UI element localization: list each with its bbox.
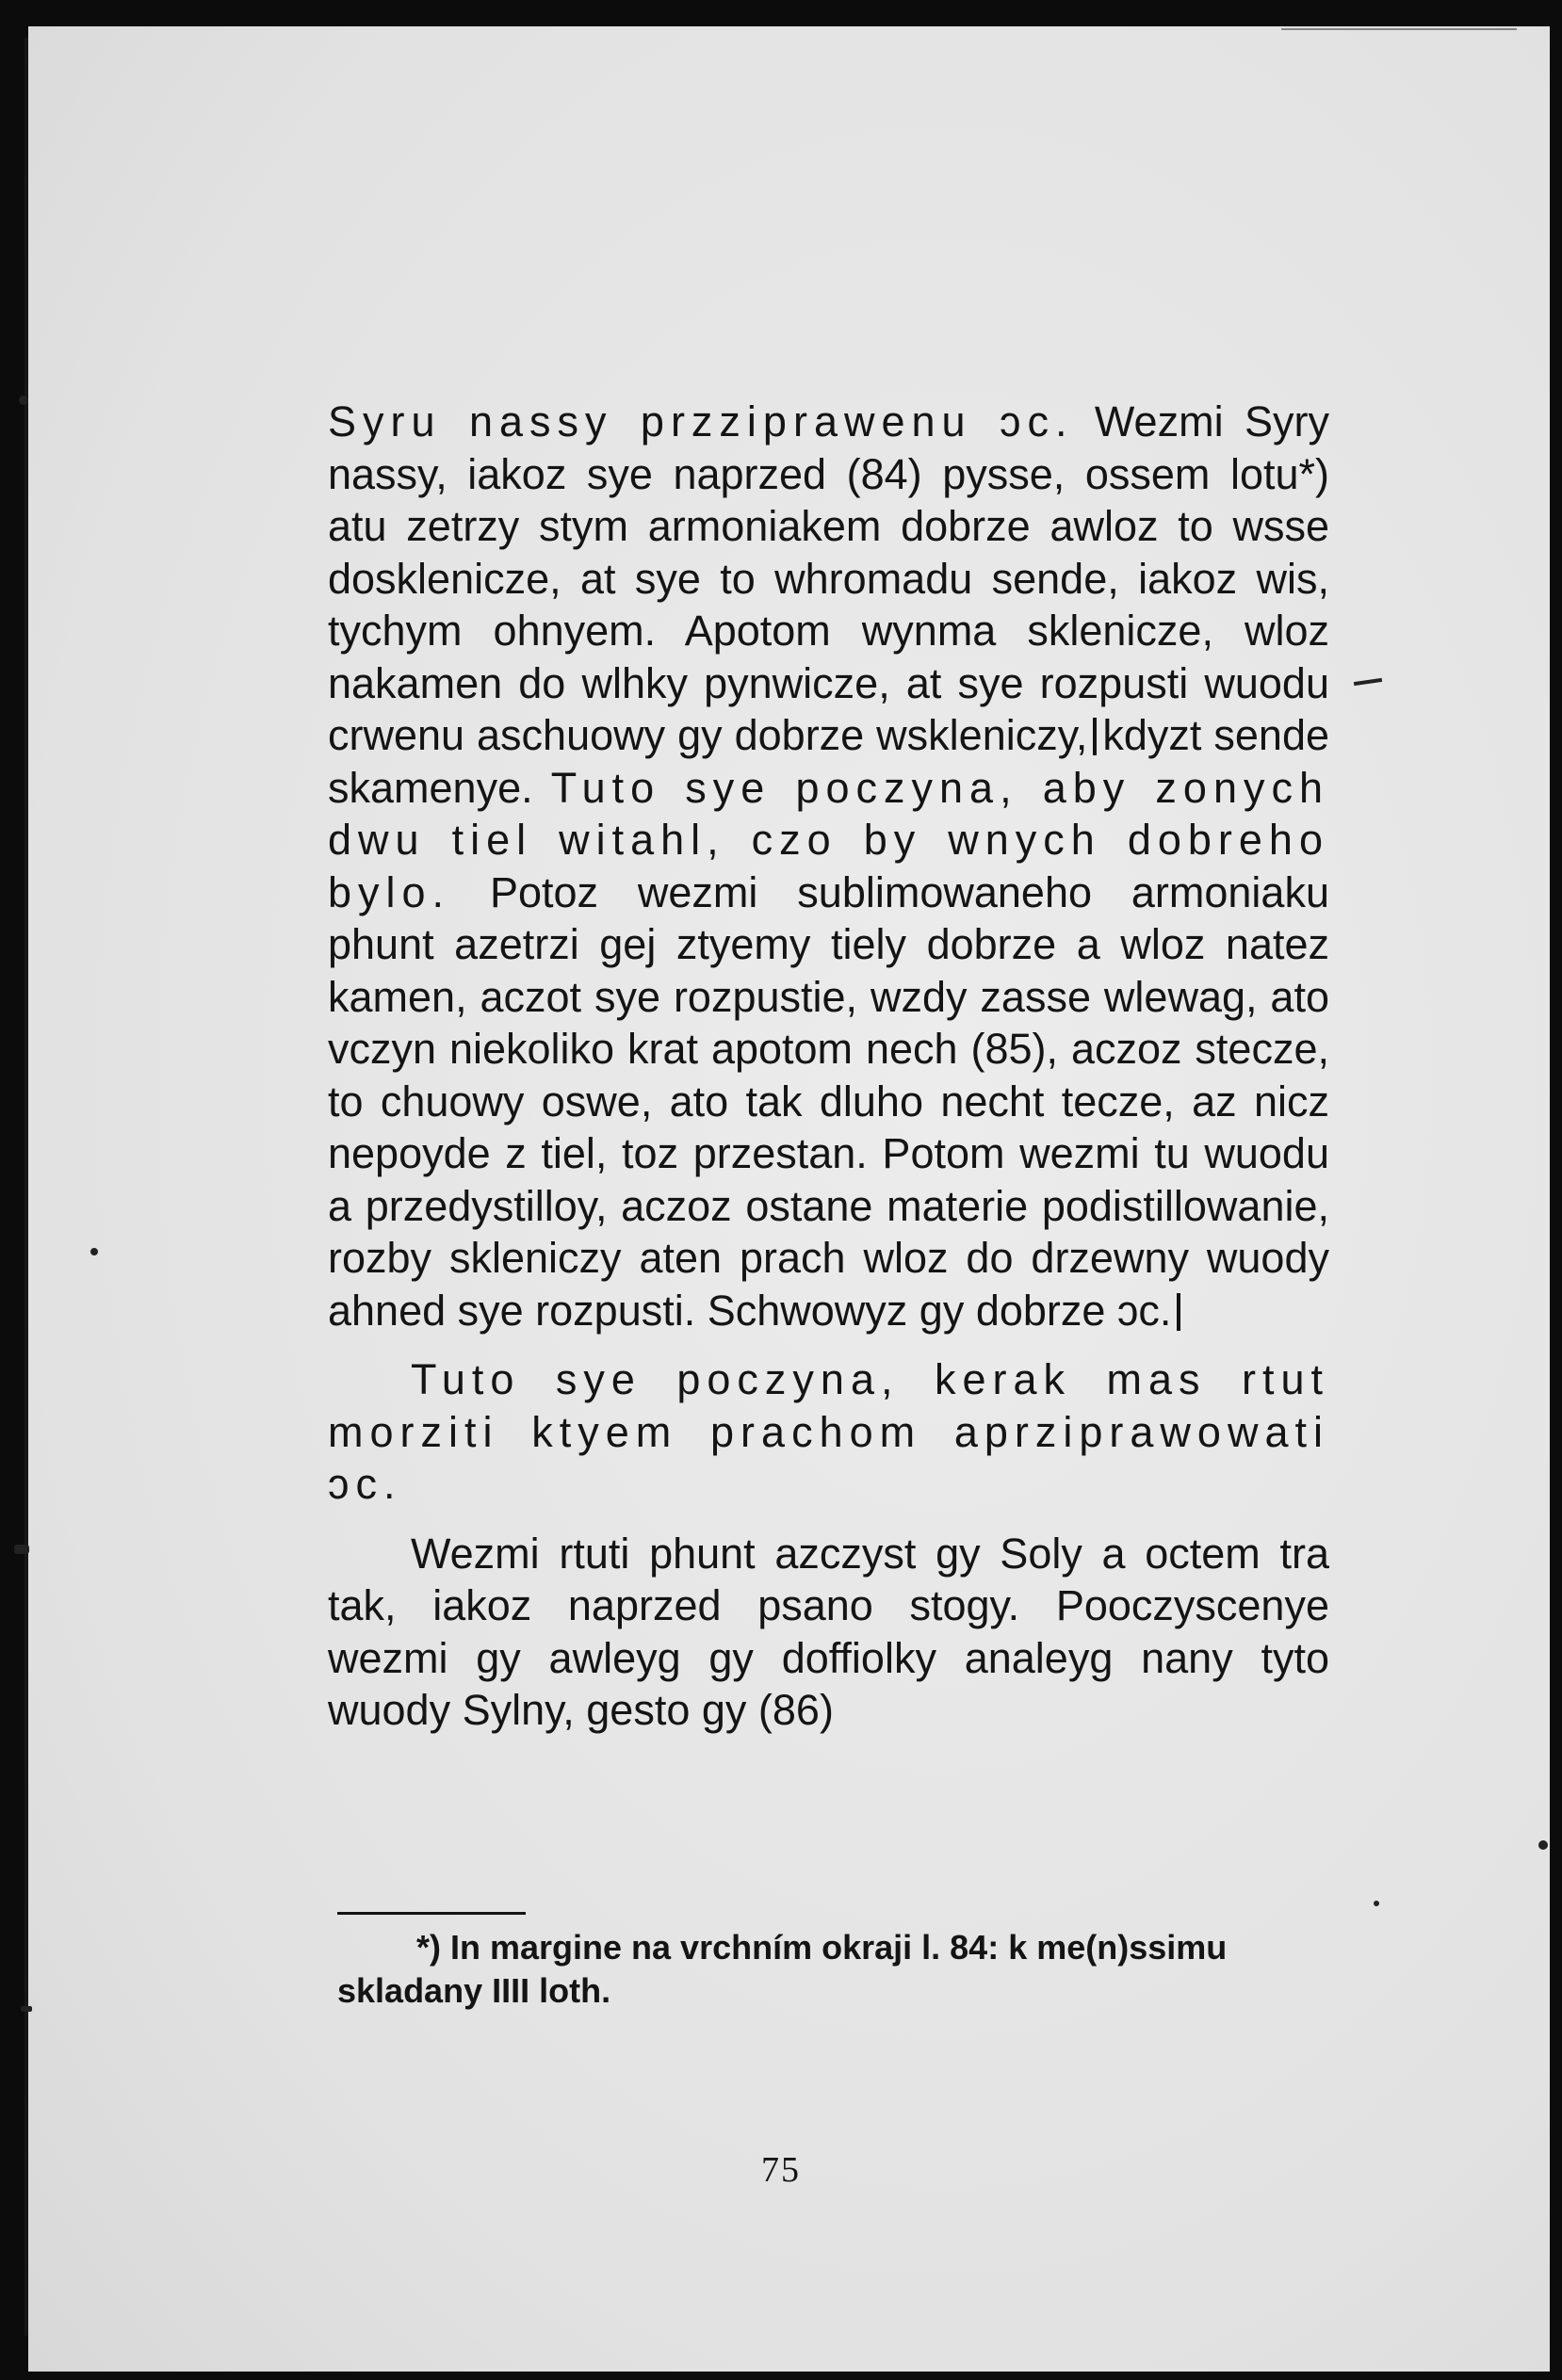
footnote-separator-rule [337,1912,526,1915]
page-top-edge-line [1281,28,1517,30]
paragraph-1-text-b: kdyzt sende skamenye. [328,711,1329,812]
margin-speck [90,1248,98,1255]
paragraph-3: Wezmi rtuti phunt azczyst gy Soly a octem tra tak, iakoz naprzed psano stogy. Pooczyscenye wezmi gy awleyg gy doffiolky analeyg nany tyto wuody Sylny, gesto gy (86) [328,1529,1329,1734]
paragraph-1-spaced-text: Tuto sye poczyna, aby zonych dwu tiel witahl, czo by wnych dobreho bylo. [328,763,1329,916]
footnote [337,1926,1326,2013]
folio-divider-mark [1093,718,1097,755]
folio-divider-mark-2 [1177,1293,1180,1331]
spine-mark-3 [21,2006,32,2012]
paragraph-1-text-d: Potoz wezmi sublimowaneho armoniaku phunt azetrzi gej ztyemy tiely dobrze a wloz natez kamen, aczot sye rozpustie, wzdy zasse wlewag, ato vczyn niekoliko krat apotom nech (85), aczoz stecze, to chuowy oswe, ato tak dluho necht tecze, az nicz nepoyde z tiel, toz przestan. Potom wezmi tu wuodu a przedystilloy, aczoz ostane materie podistillowanie, rozby skleniczy aten prach wloz do drzewny wuody ahned sye rozpusti. Schwowyz gy dobrze ɔc. [328,867,1329,1335]
margin-speck-2 [1538,1840,1548,1850]
recipe-heading-syru: Syru nassy przziprawenu ɔc. [328,397,1074,445]
footnote-text: *) In margine na vrchním okraji l. 84: k me(n)ssimu skladany IIII loth. [337,1928,1228,2010]
spine-mark-2 [19,396,28,405]
page-spine-edge [24,38,28,2336]
paragraph-1-text-a: Wezmi Syry nassy, iakoz sye naprzed (84) pysse, ossem lotu*) atu zetrzy stym armoniakem dobrze awloz to wsse dosklenicze, at sye to whromadu sende, iakoz wis, tychym ohnyem. Apotom wynma sklenicze, wloz nakamen do wlhky pynwicze, at sye rozpusti wuodu crwenu aschuowy gy dobrze wskleniczy, [328,397,1329,759]
paragraph-1 [328,396,1329,1336]
main-text-block [328,396,1329,1737]
spine-mark [14,1545,29,1554]
page-number: 75 [761,2150,801,2190]
margin-speck-3 [1374,1901,1379,1906]
paragraph-2-heading: Tuto sye poczyna, kerak mas rtut morziti ktyem prachom aprziprawowati ɔc. [328,1355,1329,1508]
